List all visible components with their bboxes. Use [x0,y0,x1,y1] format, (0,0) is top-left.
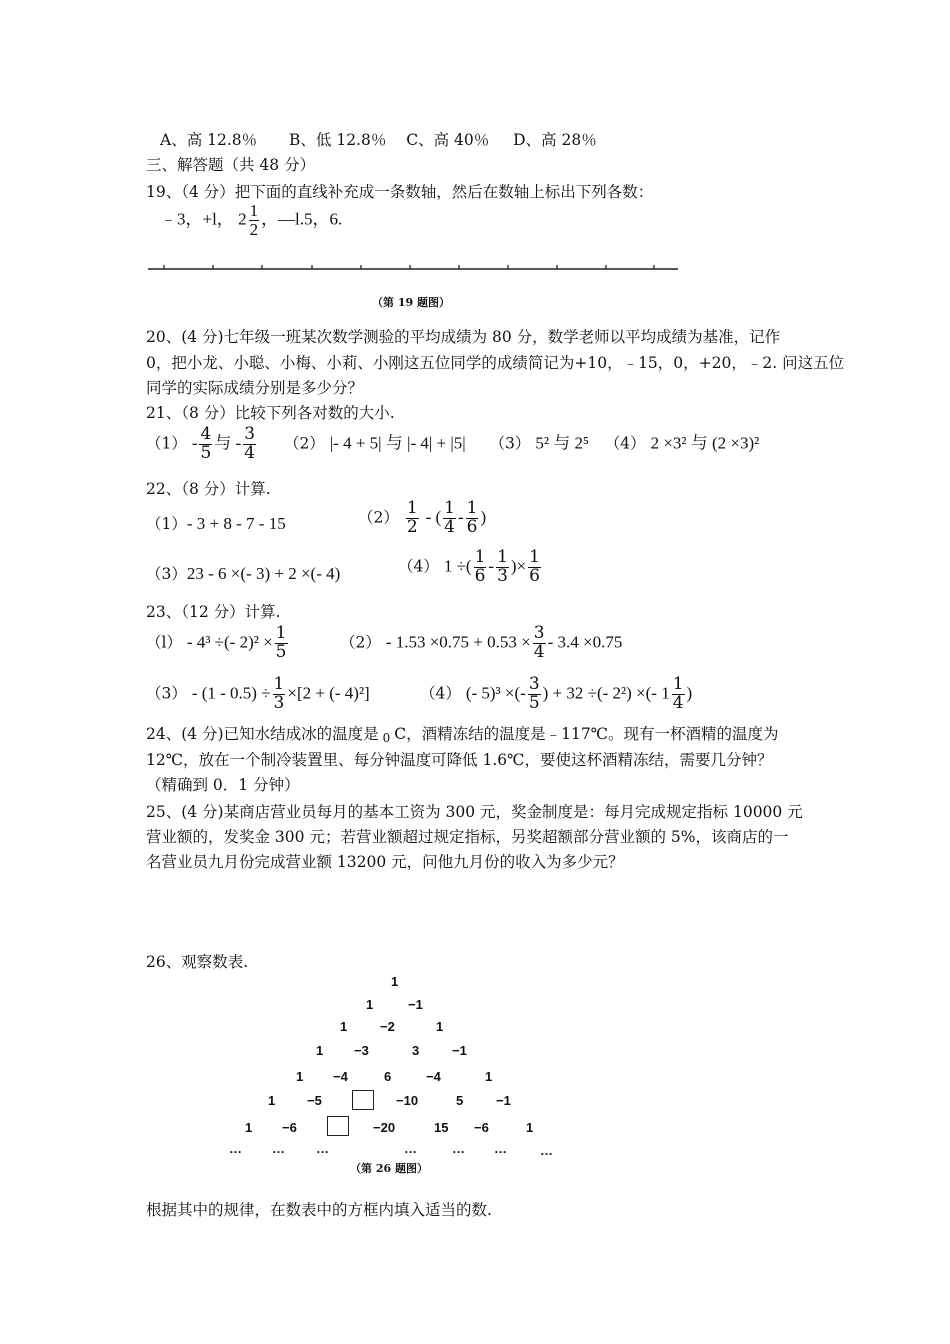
fraction: $\frac{3}{4}$ [533,623,545,662]
triangle-cell: −1 [452,1043,467,1058]
triangle-cell: −1 [408,997,423,1012]
answer-box[interactable] [327,1116,349,1136]
fraction: $\frac{1}{2}$ [249,201,259,239]
q21-title: 21、（8 分）比较下列各对数的大小. [146,404,395,422]
q22-p1: （1）- 3 + 8 - 7 - 15 [146,514,286,533]
triangle-cell: −3 [354,1043,369,1058]
q19-text: 19、（4 分）把下面的直线补充成一条数轴，然后在数轴上标出下列各数： [146,183,654,201]
triangle-cell: −6 [474,1120,489,1135]
triangle-cell: −4 [426,1069,441,1084]
q25-line1: 25、(4 分)某商店营业员每月的基本工资为 300 元，奖金制度是：每月完成规定指标 10000 元 [146,803,803,821]
ellipsis: … [540,1143,553,1158]
q20-line3: 同学的实际成绩分别是多少分？ [146,379,364,397]
q21-parts: （1） - $\frac{4}{5}$ 与 - $\frac{3}{4}$ （2） |- 4 + 5| 与 |- 4| + |5| （3） 5² 与 2⁵ （4） 2 ×3² 与 (2 ×3)² [146,424,760,463]
triangle-cell: 1 [436,1019,444,1034]
fraction: $\frac{1}{4}$ [444,498,455,537]
triangle-cell: −1 [496,1093,511,1108]
number-line [146,262,681,274]
q19-numbers: ﹣3，+l， 2 $\frac{1}{2}$ ，—l.5，6. [160,201,343,239]
triangle-cell: 1 [366,997,374,1012]
triangle-cell: 1 [245,1120,253,1135]
q23-p4: （4） (- 5)³ ×(- $\frac{3}{5}$ ) + 32 ÷(- 2²) ×(- 1 $\frac{1}{4}$ ) [420,674,693,713]
q25-line3: 名营业员九月份完成营业额 13200 元，问他九月份的收入为多少元？ [146,853,624,871]
option-c: C、高 40％ [406,131,490,149]
fraction: $\frac{1}{6}$ [466,498,478,537]
answer-box[interactable] [352,1090,374,1110]
q24-line2: 12℃，放在一个制冷装置里、每分钟温度可降低 1.6℃，要使这杯酒精冻结，需要几分钟？ [146,751,773,769]
q22-p3: （3）23 - 6 ×(- 3) + 2 ×(- 4) [146,564,341,583]
triangle-cell: 1 [526,1120,534,1135]
q25-line2: 营业额的，发奖金 300 元；若营业额超过规定指标，另奖超额部分营业额的 5%，该商店的一 [146,828,789,846]
fraction: $\frac{4}{5}$ [200,424,212,463]
q24-line1: 24、(4 分)已知水结成冰的温度是 0 C，酒精冻结的温度是﹣117℃。现有一杯酒精的温度为 [146,725,779,745]
fraction: $\frac{1}{6}$ [529,547,540,586]
q22-title: 22、（8 分）计算. [146,480,271,498]
triangle-cell: 1 [316,1043,324,1058]
fraction: $\frac{1}{2}$ [406,498,418,537]
q22-p4: （4） 1 ÷( $\frac{1}{6}$ - $\frac{1}{3}$ )× $\frac{1}{6}$ [398,547,540,586]
triangle-cell: −10 [396,1093,419,1108]
ellipsis: … [229,1141,242,1156]
q19-caption: （第 19 题图） [372,296,450,309]
q26-title: 26、观察数表. [146,953,249,971]
triangle-cell: 1 [485,1069,493,1084]
option-d: D、高 28％ [513,131,597,149]
ellipsis: … [404,1141,417,1156]
triangle-cell: 15 [434,1120,449,1135]
q20-line2: 0，把小龙、小聪、小梅、小莉、小刚这五位同学的成绩简记为+10，﹣15，0，+20，﹣2. 问这五位 [146,354,845,372]
fraction: $\frac{3}{4}$ [244,424,256,463]
q23-p1: （l） - 4³ ÷(- 2)² × $\frac{1}{5}$ [146,623,287,662]
option-b: B、低 12.8％ [289,131,387,149]
option-a: A、高 12.8％ [160,131,258,149]
triangle-cell: 1 [391,974,399,989]
fraction: $\frac{1}{3}$ [497,547,508,586]
triangle-cell: 5 [456,1093,464,1108]
fraction: $\frac{1}{6}$ [474,547,486,586]
q26-footer: 根据其中的规律，在数表中的方框内填入适当的数. [146,1201,492,1219]
q23-p3: （3） - (1 - 0.5) ÷ $\frac{1}{3}$ ×[2 + (- 4)²] [146,674,370,713]
ellipsis: … [272,1141,285,1156]
triangle-cell: −20 [373,1120,396,1135]
fraction: $\frac{1}{3}$ [273,674,285,713]
triangle-cell: −5 [307,1093,322,1108]
triangle-cell: 3 [412,1043,420,1058]
q23-p2: （2） - 1.53 ×0.75 + 0.53 × $\frac{3}{4}$ - 3.4 ×0.75 [340,623,623,662]
section-heading: 三、解答题（共 48 分） [146,156,316,174]
ellipsis: … [494,1141,507,1156]
triangle-cell: 6 [384,1069,392,1084]
triangle-cell: −6 [282,1120,297,1135]
ellipsis: … [316,1141,329,1156]
q23-title: 23、（12 分）计算. [146,603,281,621]
triangle-cell: 1 [296,1069,304,1084]
triangle-cell: 1 [340,1019,348,1034]
ellipsis: … [452,1141,465,1156]
q20-line1: 20、(4 分)七年级一班某次数学测验的平均成绩为 80 分，数学老师以平均成绩为基准，记作 [146,328,781,346]
q18-options [160,128,597,150]
q24-line3: （精确到 0．1 分钟） [146,776,300,794]
triangle-cell: −4 [333,1069,348,1084]
triangle-cell: 1 [268,1093,276,1108]
fraction: $\frac{1}{4}$ [672,674,684,713]
fraction: $\frac{1}{5}$ [275,623,287,662]
q26-caption: （第 26 题图） [350,1162,428,1175]
fraction: $\frac{3}{5}$ [528,674,540,713]
triangle-cell: −2 [380,1019,395,1034]
q22-p2: （2） $\frac{1}{2}$ - ( $\frac{1}{4}$ - $\frac{1}{6}$ ) [358,498,487,537]
